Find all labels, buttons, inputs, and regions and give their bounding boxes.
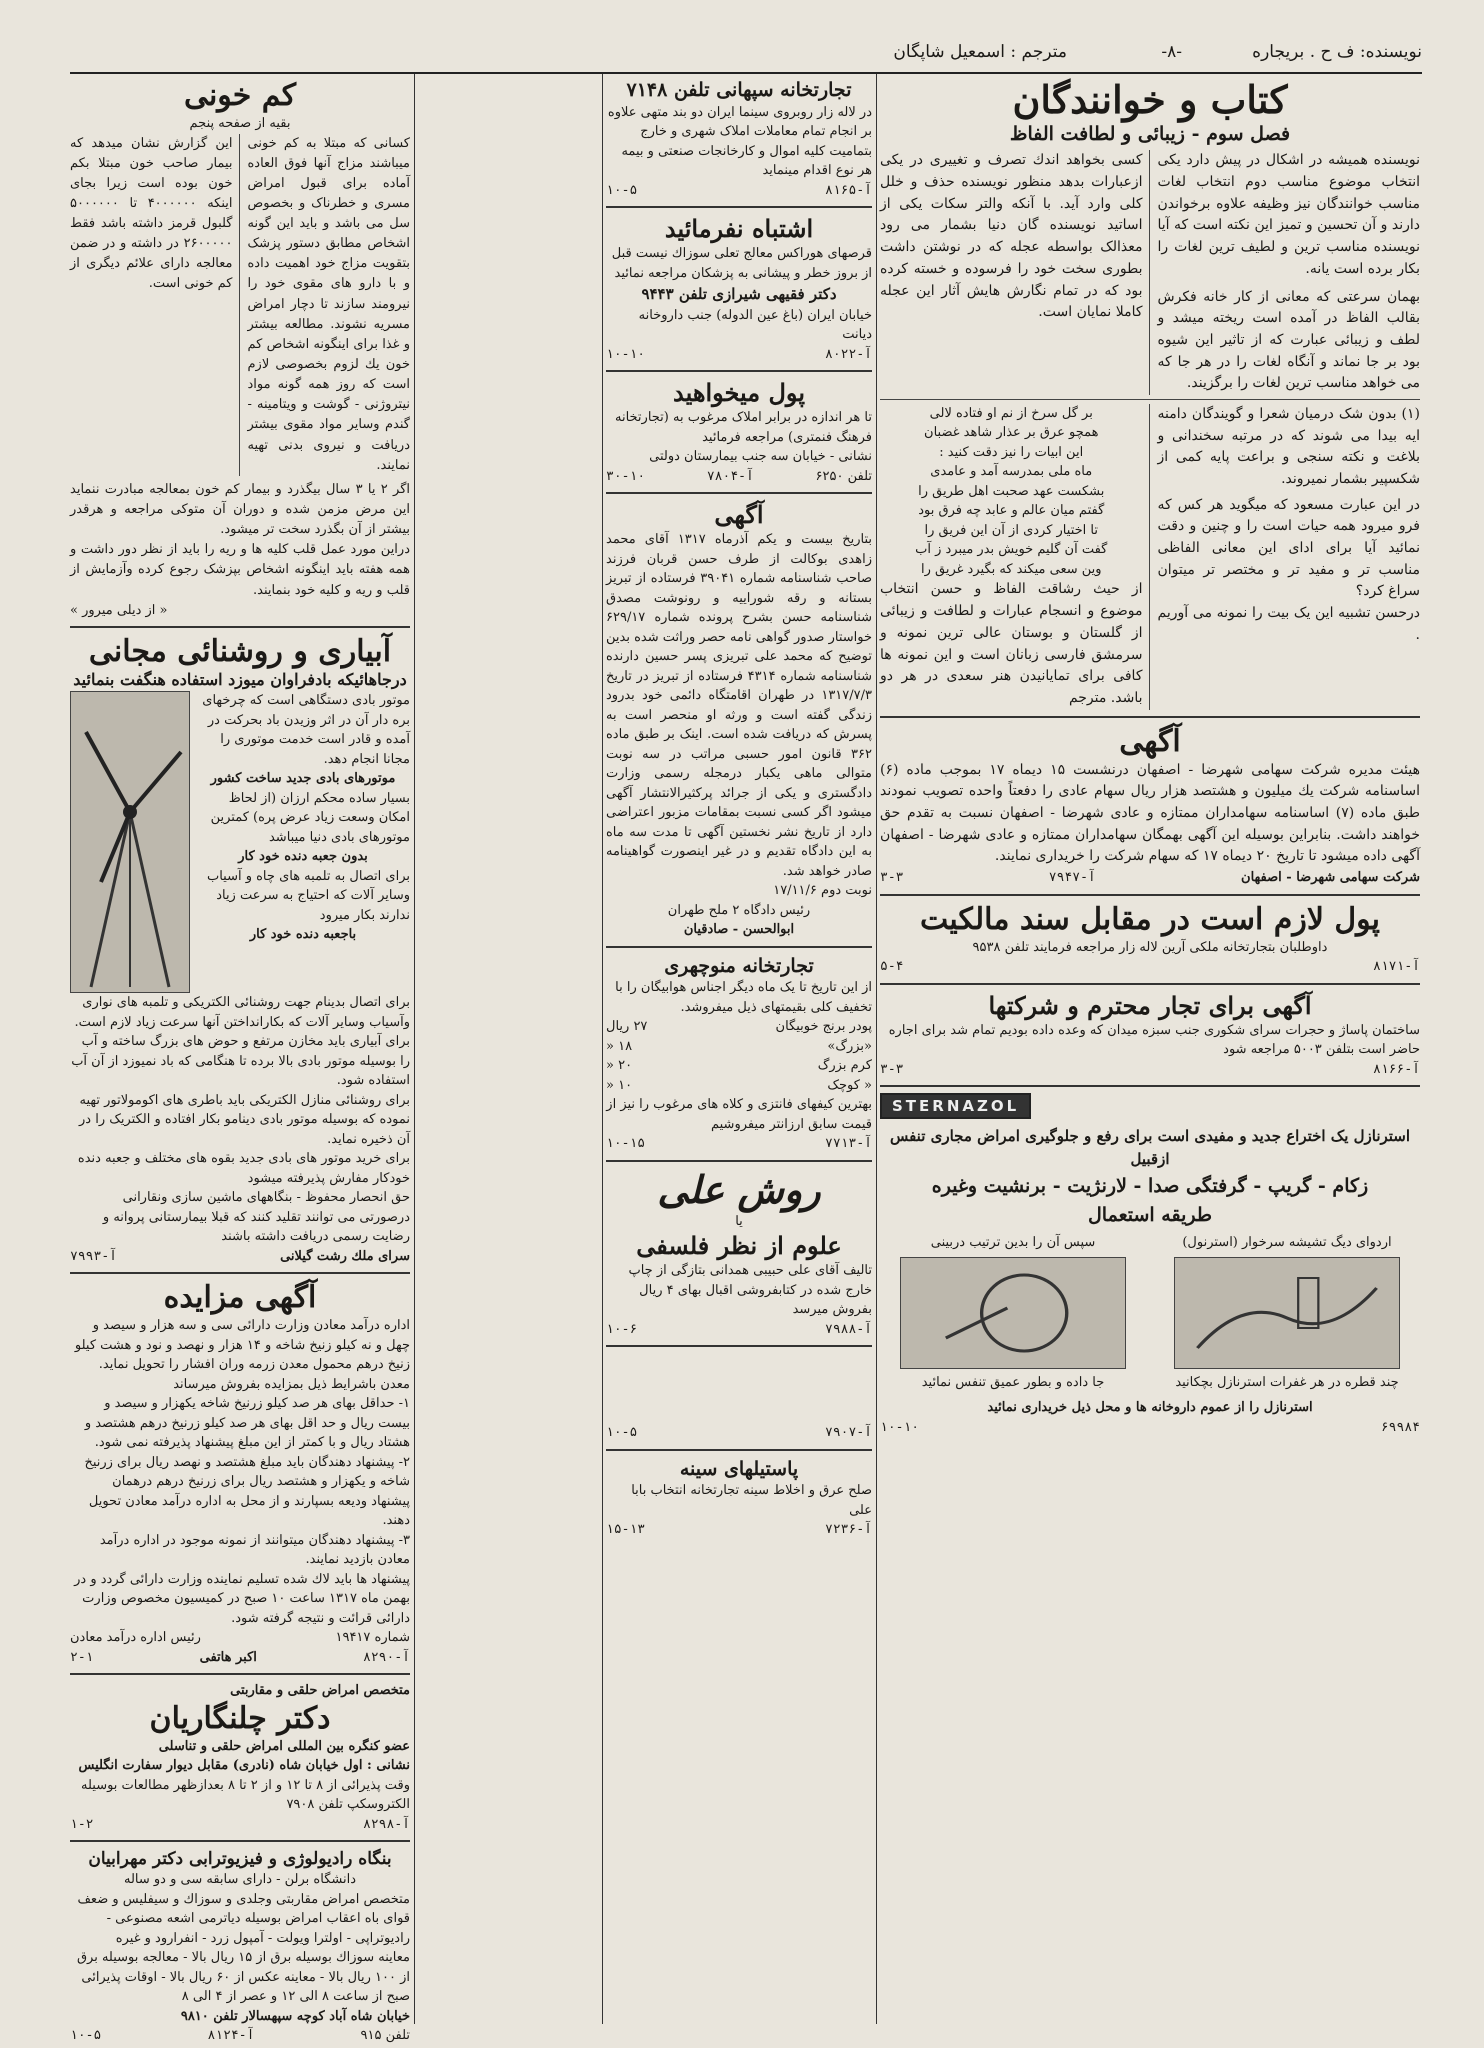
ad-text: استرنازل یک اختراع جدید و مفیدی است برای رفع و جلوگیری امراض مجاری تنفس ازقبیل xyxy=(889,1127,1411,1168)
ad-fees: معاینه سوزاك بوسیله برق از ۱۵ ریال بالا - معالجه بوسیله برق از ۱۰۰ ریال بالا - معاینه عکس از ۶۰ ریال بالا - اوقات پذیرائی صبح از ساعت ۸ الی ۱۲ و عصر از ۴ الی ۸ xyxy=(76,1950,410,2005)
ad-count: ۱۰-۶ xyxy=(606,1321,638,1337)
ad-pastilles xyxy=(606,1457,872,1540)
ad-code: آ-۷۷۱۳ xyxy=(825,1136,872,1152)
book-ad-or: یا xyxy=(735,1213,743,1229)
poem-line: گفت آن گلیم خویش بدر میبرد ز آب xyxy=(915,542,1108,558)
ad-title: آبیاری و روشنائی مجانی xyxy=(88,634,392,670)
ad-text: ساختمان پاساژ و حجرات سرای شکوری جنب سبزه میدان که وعده داده بودیم تمام شد برای اجاره حاضر است بتلفن ۵۰۰۳ مراجعه شود xyxy=(888,1022,1420,1057)
ad-address: نشانی - خیابان سه جنب بیمارستان دولتی xyxy=(649,449,872,465)
price-item: « کوچک xyxy=(827,1077,872,1093)
ad-signature: اکبر هاتفی xyxy=(199,1649,257,1665)
ad-title: پول میخواهید xyxy=(672,378,806,408)
article-paragraph: درحسن تشبیه این یک بیت را نمونه می آوریم . xyxy=(1157,605,1420,643)
ad-note: بهترین کیفهای فانتزی و کلاه های مرغوب را نیز از قیمت سابق ارزانتر میفروشیم xyxy=(606,1097,872,1132)
price-value: ۱۸ « xyxy=(606,1038,633,1054)
ad-money xyxy=(606,378,872,486)
ad-text: متخصص امراض مقاربتی وجلدی و سوزاك و سیفلیس و ضعف قوای باه اعقاب امراض بوسیله دیاترمی اشعه مصنوعی - رادیوتراپی - اولترا ویولت - آمپول زرد - انفرارود و غیره xyxy=(77,1891,410,1946)
ad-manouchehri xyxy=(606,954,872,1154)
ad-text: در لاله زار روبروی سینما ایران دو بند متهی علاوه بر انجام تمام معاملات املاک شهری و خارج بتمامیت کلیه اموال و کارخانجات صنعتی و بیمه هر نوع اقدام مینماید xyxy=(607,104,872,179)
ad-hours: وقت پذیرائی از ۸ تا ۱۲ و از ۲ تا ۸ بعدازظهر مطالعات بوسیله الکتروسکپ تلفن ۷۹۰۸ xyxy=(81,1777,410,1813)
ad-auction xyxy=(70,1280,410,1667)
ad-address: خیابان ایران (باغ عین الدوله) جنب داروخانه دیانت xyxy=(638,307,872,343)
article-paragraph: این گزارش نشان میدهد که بیمار صاحب خون مبتلا بکم خون بوده است زیرا بجای اینکه ۴۰۰۰۰۰۰ تا ۵۰۰۰۰۰۰ گلبول قرمز داشته باشد فقط ۲۶۰۰۰۰۰ در داشته و در ضمن معالجه دارای علائم دیگری از کم خونی است. xyxy=(70,135,233,292)
ad-book xyxy=(606,1168,872,1339)
ad-title: تجارتخانه سپهانی تلفن ۷۱۴۸ xyxy=(626,79,852,101)
ad-title: پول لازم است در مقابل سند مالکیت xyxy=(919,901,1381,937)
ad-code: آ-۷۲۳۶ xyxy=(825,1522,872,1538)
ad-title: اشتباه نفرمائید xyxy=(664,214,814,244)
poem-line: ماه ملی بمدرسه آمد و عامدی xyxy=(930,464,1093,480)
ad-count: ۵-۴ xyxy=(880,959,904,974)
ad-text: برای اتصال به تلمبه های چاه و آسیاب وسایر آلات که احتیاج به سرعت زیاد ندارند بکار میرود xyxy=(206,868,410,923)
ad-subtitle: درجاهائیکه بادفراوان میوزد استفاده هنگفت بنمائید xyxy=(73,670,407,690)
ad-title: آگهی xyxy=(1119,723,1181,759)
ad-title: آگهی xyxy=(714,500,764,530)
article-paragraph: کسی بخواهد اندك تصرف و تغییری در یکی ازعبارات بدهد منظور نویسنده حذف و خلل کلی وارد آید. با آنکه والتر سکات یکی از اساتید نویسنده گان دنیا بشمار می رود معذالک بواسطه عجله که در نوشتن داشت بطوری سخت خود را فرسوده و خسته کرده بود که در تمام نگارش هایش آثار این عجله کاملا نمایان است. xyxy=(880,152,1143,321)
newspaper-page xyxy=(70,42,1422,2044)
auction-term: ۲- پیشنهاد دهندگان باید مبلغ هشتصد و نهصد ریال برای زرنیخ شاخه و یکهزار و هشتصد ریال برای زرنیخ درهم درهمان پیشنهاد ودیعه بسپارند و از محل به اداره درآمد معادن تحویل دهند. xyxy=(84,1454,410,1529)
ad-code: آ-۷۹۹۳ xyxy=(70,1248,117,1264)
ad-text: موتور بادی دستگاهی است که چرخهای بره دار آن در اثر وزیدن باد بحرکت در آمده و قادر است خدمت موتوری را مجانا انجام دهد. xyxy=(202,693,410,767)
header-page-number: -۸- xyxy=(1161,42,1182,62)
ad-signature-role: رئیس اداره درآمد معادن xyxy=(70,1630,201,1646)
ad-count: ۱۰-۱۰ xyxy=(880,1419,920,1435)
ad-code: آ-۸۱۶۶ xyxy=(1373,1061,1420,1077)
ad-count: ۱-۲ xyxy=(70,1816,94,1832)
price-value: ۲۰ « xyxy=(606,1058,633,1074)
ad-number: شماره ۱۹۴۱۷ xyxy=(335,1630,410,1646)
doctor-specialty: متخصص امراض حلقی و مقاربتی xyxy=(230,1683,410,1699)
nose-inhale-illustration-icon xyxy=(901,1258,1125,1368)
usage-illustration xyxy=(1174,1257,1400,1369)
ad-sternazol xyxy=(880,1093,1420,1437)
ad-code: آ-۸۲۹۰ xyxy=(363,1649,410,1665)
ad-address: خیابان شاه آباد کوچه سپهسالار تلفن ۹۸۱۰ xyxy=(180,2008,410,2024)
doctor-name: دکتر چلنگاریان xyxy=(149,1700,331,1736)
ad-text: اداره درآمد معادن وزارت دارائی سی و سه هزار و سیصد و چهل و نه کیلو زنیخ شاخه و ۱۴ هزار و نهصد و نود و هشت کیلو زنیخ درهم محمول معدن زرمه وران افشار را تحویل نماید. معدن باشرایط ذیل بمزایده بفروش میرساند xyxy=(74,1318,410,1392)
article-title: کم خونی xyxy=(183,78,297,113)
ad-signature: شرکت سهامی شهرضا - اصفهان xyxy=(1241,870,1420,885)
ad-merchants xyxy=(880,991,1420,1080)
poem-line: بر گل سرخ از نم او فتاده لالی xyxy=(929,405,1093,421)
ad-radiology xyxy=(70,1848,410,2046)
ad-text: تا هر اندازه در برابر املاک مرغوب به (تجارتخانه فرهنگ فنمتری) مراجعه فرمائید xyxy=(614,410,872,445)
left-column xyxy=(70,78,411,2044)
ad-code: آ-۸۱۶۵ xyxy=(825,182,872,198)
article-paragraph: کسانی که مبتلا به کم خونی میباشند مزاج آنها فوق العاده آماده برای قبول امراض مسری و خطرناک و بخصوص سل می باشد و باید این گونه اشخاص مطابق دستور پزشک بتقویت مزاج خود اهمیت داده و با دارو های مقوی خود را نیرومند سازند تا دچار امراض مسریه نشوند. مطالعه بیشتر و غذا برای اینگونه اشخاص کم خون یك لزوم بخصوصی لازم است که روز همه گونه مواد نیتروژنی - گوشت و ویتامینه - گندم وسایر مواد مقوی بیشتر دریافت و نیروی بدنی تهیه نمایند. xyxy=(247,135,410,473)
column-divider xyxy=(602,74,603,2024)
ad-wind-motor xyxy=(70,634,410,1266)
poem-line: بشکست عهد صحبت اهل طریق را xyxy=(918,483,1105,499)
ad-text: برای خرید موتور های بادی جدید بقوه های مختلف و جعبه دنده خودکار مفارش پذیرفته میشود xyxy=(77,1151,410,1186)
book-ad-subtitle: علوم از نظر فلسفی xyxy=(636,1231,842,1261)
ad-code: آ-۸۲۹۸ xyxy=(363,1816,410,1832)
ad-heading: موتورهای بادی جدید ساخت کشور xyxy=(210,771,396,787)
brand-logo: STERNAZOL xyxy=(880,1093,1031,1119)
windmill-icon xyxy=(71,692,189,992)
ad-sepahani xyxy=(606,78,872,200)
chapter-title: فصل سوم - زیبائی و لطافت الفاظ xyxy=(1009,122,1291,145)
windmill-photo xyxy=(70,691,190,993)
article-columns xyxy=(880,404,1420,710)
ad-title: تجارتخانه منوچهری xyxy=(664,954,814,977)
ad-code: آ-۷۹۴۷ xyxy=(1048,870,1096,885)
ad-code: آ-۷۸۰۴ xyxy=(706,468,754,484)
poem-line: تا اختیار کردی از آن این فریق را xyxy=(924,522,1098,538)
article-paragraph: دراین مورد عمل قلب کلیه ها و ریه را باید از نظر دور داشت و همه هفته باید اینگونه اشخاص بپزشک رجوع کرده وآزمایش از قلب و ریه و کلیه خود بنمایند. xyxy=(70,542,410,598)
ad-signature: ابوالحسن - صادقیان xyxy=(683,922,795,938)
ad-diseases: زکام - گریپ - گرفتگی صدا - لارنژیت - برنشیت وغیره xyxy=(931,1175,1369,1197)
poem-line: گفتم میان عالم و عابد چه فرق بود xyxy=(918,503,1105,519)
ad-heading: باجعبه دنده خود کار xyxy=(249,927,357,943)
ad-code: آ-۸۱۷۱ xyxy=(1373,959,1420,974)
ad-heading: بدون جعبه دنده خود کار xyxy=(238,849,368,865)
ad-code: ۶۹۹۸۴ xyxy=(1380,1419,1420,1435)
header-author: نویسنده: ف ح . بریجاره xyxy=(1252,42,1422,62)
ad-text: هیئت مدیره شرکت سهامی شهرضا - اصفهان درنشست ۱۵ دیماه ۱۷ بموجب ماده (۶) اساسنامه شرکت یك میلیون و هشتصد هزار ریال سهام عادی را دفعتاً واحده تصویب نمودند طبق ماده (۷) اساسنامه سهامداران ممتازه و عادی شهرضا - اصفهان نسبت به تقدم حق خواهند داشت. بنابراین بوسیله این آگهی بهمگان سهامداران ممتازه و عادی شهرضا - اصفهان آگهی داده میشود تا تاریخ ۲۰ دیماه ۱۷ که سهام شرکت را خریداری نمایند. xyxy=(880,761,1420,865)
ad-title: بنگاه رادیولوژی و فیزیوترابی دکتر مهرابیان xyxy=(88,1849,392,1870)
ad-phone: تلفن ۹۱۵ xyxy=(360,2028,410,2044)
price-row xyxy=(606,1037,872,1057)
article-paragraph: از حیث رشاقت الفاظ و حسن انتخاب موضوع و انسجام عبارات و لطافت و زیبائی از گلستان و بوستان عالی ترین نمونه و سرمشق فارسی زبانان است و این نمونه ها کافی برای تمایانیدن هنر سعدی در هر دو باشد. مترجم xyxy=(880,581,1143,706)
ad-money-deed xyxy=(880,902,1420,977)
article-source: « از دیلی میرور » xyxy=(70,602,168,618)
ad-date: نوبت دوم ۱۷/۱۱/۶ xyxy=(773,883,872,899)
book-ad-title: روش علی xyxy=(657,1166,821,1212)
price-row xyxy=(606,1017,872,1037)
ad-text: بسیار ساده محکم ارزان (از لحاظ امکان وسعت زیاد عرض پره) کمترین موتورهای بادی دنیا میباشد xyxy=(210,790,410,845)
auction-term: ۳- پیشنهاد دهندگان میتوانند از نمونه موجود در اداره درآمد معادن بازدید نمایند. xyxy=(99,1532,410,1568)
ad-count: ۱۵-۱۳ xyxy=(606,1522,646,1538)
dropper-illustration-icon xyxy=(1175,1258,1399,1368)
price-item: «بزرگ» xyxy=(827,1038,872,1054)
ad-usage-title: طریقه استعمال xyxy=(1088,1203,1212,1226)
poem-line: وین سعی میکند که بگیرد غریق را xyxy=(920,561,1102,577)
ad-footer: استرنازل را از عموم داروخانه ها و محل ذیل خریداری نمائید xyxy=(987,1400,1313,1416)
ad-count: ۱۰-۵ xyxy=(606,182,638,198)
ad-count: ۳-۳ xyxy=(880,1061,904,1077)
right-column xyxy=(880,78,1420,2024)
poem-line: همچو عرق بر عذار شاهد غضبان xyxy=(924,425,1099,441)
ad-text: قرصهای هوراکس معالج تعلی سوزاك نیست قبل از بروز خطر و پیشانی به پزشکان مراجعه نمائید xyxy=(611,246,872,281)
ad-count: ۱۰-۱۵ xyxy=(606,1136,646,1152)
ad-count: ۱۰-۵ xyxy=(70,2028,102,2044)
ad-count: ۱۰-۱۰ xyxy=(606,346,646,362)
ad-text: برای روشنائی منازل الکتریکی باید باطری های اکومولاتور تهیه نموده که بوسیله موتور بادی دینامو بکار افتاده و الکتریک را در آن ذخیره نماید. xyxy=(79,1092,410,1147)
ad-code: آ-۷۹۰۷ xyxy=(825,1425,872,1441)
ad-title: آگهی برای تجار محترم و شرکتها xyxy=(988,990,1312,1020)
ad-chelengarian xyxy=(70,1681,410,1834)
continued-note: بقیه از صفحه پنجم xyxy=(189,116,291,131)
article-paragraph: اگر ۲ یا ۳ سال بیگذرد و بیمار کم خون بمعالجه مبادرت ننماید این مرض مزمن شده و دوران آن متوکی مراجعه و هرقدر بیشتر از آن بگذرد سخت تر میشود. xyxy=(70,481,411,538)
poem-line: این ابیات را نیز دقت کنید : xyxy=(939,444,1084,460)
column-divider xyxy=(414,74,415,2024)
ad-shahreza xyxy=(880,724,1420,888)
price-row xyxy=(606,1076,872,1096)
ad-code: آ-۷۹۸۸ xyxy=(825,1321,872,1337)
usage-caption: سپس آن را بدین ترتیب دربینی xyxy=(930,1235,1096,1251)
ad-count: ۳-۳ xyxy=(880,870,904,885)
usage-illustration xyxy=(900,1257,1126,1369)
usage-caption: اردوای دیگ تشیشه سرخوار (استرنول) xyxy=(1182,1235,1392,1251)
ad-count: ۳۰-۱۰ xyxy=(606,468,646,484)
usage-caption: جا داده و بطور عمیق تنفس نمائید xyxy=(921,1374,1105,1390)
usage-caption: چند قطره در هر غفرات استرنازل بچکانید xyxy=(1175,1374,1399,1390)
ad-signature: سرای ملك رشت گیلانی xyxy=(280,1248,410,1264)
doctor-name: دکتر فقیهی شیرازی تلفن ۹۴۴۳ xyxy=(641,285,837,304)
price-value: ۲۷ ریال xyxy=(606,1019,648,1035)
ad-code: آ-۸۱۲۴ xyxy=(207,2028,255,2044)
ad-count: ۱۰-۵ xyxy=(606,1425,638,1441)
price-value: ۱۰ « xyxy=(606,1077,633,1093)
article-columns xyxy=(880,150,1420,395)
ad-text: حق انحصار محفوظ - بنگاههای ماشین سازی ونقارانی درصورتی می توانند تقلید کنند که قبلا بیمارستانی پروانه و رضایت رسمی دریافت داشته باشند xyxy=(102,1190,410,1245)
doctor-membership: عضو کنگره بین المللی امراض حلقی و تناسلی xyxy=(158,1738,410,1754)
header-translator: مترجم : اسمعیل شاپگان xyxy=(893,42,1067,62)
ad-address: نشانی : اول خیابان شاه (نادری) مقابل دیوار سفارت انگلیس xyxy=(78,1758,410,1774)
middle-column xyxy=(606,78,872,2024)
ad-subtitle: دانشگاه برلن - دارای سابقه سی و دو ساله xyxy=(123,1872,356,1888)
book-title: کتاب و خوانندگان xyxy=(1012,77,1288,122)
ad-text: از این تاریخ تا یک ماه دیگر اجناس هوابیگان را با تخفیف کلی بقیمتهای ذیل میفروشد. xyxy=(615,980,872,1015)
ad-signature: رئیس دادگاه ۲ ملح طهران xyxy=(667,902,811,918)
column-divider xyxy=(876,74,877,2024)
blank-ad-space xyxy=(606,1353,872,1423)
ad-phone: تلفن ۶۲۵۰ xyxy=(815,468,872,484)
article-paragraph: بهمان سرعتی که معانی از کار خانه فکرش بقالب الفاظ در آمده است ریخته میشد و لطف و زیبائی عبارت که از تاثیر این شیوه بود بر جا نماند و آنگاه لغات را در هر جا که می خواهد مناسب ترین لغات را برگزیند. xyxy=(1157,288,1420,392)
ad-inheritance xyxy=(606,500,872,940)
ad-text: داوطلبان بتجارتخانه ملکی آرین لاله زار مراجعه فرمایند تلفن ۹۵۳۸ xyxy=(972,939,1328,955)
ad-text: برای آبیاری باید مخازن مرتفع و حوض های بزرگ ساخته و آب را بوسیله موتور بادی بالا برده تا هنگامی که باد نمیوزد از آن آب استفاده شود. xyxy=(71,1034,410,1089)
ad-text: بتاریخ بیست و یکم آذرماه ۱۳۱۷ آقای محمد زاهدی بوکالت از طرف حسن قربان فرزند صاحب شناسنامه شماره ۳۹۰۴۱ فرستاده از تبریز بستانه و رقه شوراییه و رونوشت مصدق شناسنامه حسن بشرح پرونده شماره ۶۲۹/۱۷ خواستار صدور گواهی نامه حصر وراثت شده بدین توضیح که محمد علی تبریزی پسر حسین دارنده شناسنامه شماره ۴۳۱۴ فرستاده از تبریز در تاریخ ۱۳۱۷/۷/۳ در طهران اقامتگاه دائمی خود بدرود زندگی گفته است و ورثه او منحصر است به پسرش که دریافت شده است. اینک بر طبق ماده ۳۶۲ قانون امور حسبی مراتب در سه نوبت متوالی ماهی یکبار درمجله رسمی وزارت دادگستری و یکی از جرائد پرکثیرالانتشار آگهی میشود اگر کسی نسبت بمقامات مزبور اعتراضی دارد از تاریخ نشر نخستین آگهی تا مدت سه ماه به این دادگاه تقدیم و در غیر اینصورت گواهینامه صادر خواهد شد. xyxy=(606,532,873,879)
ad-title: آگهی مزایده xyxy=(163,1280,317,1316)
poem-intro: (۱) بدون شک درمیان شعرا و گویندگان دامنه ایه بیدا می شوند که در مرتبه سخندانی و بلاغت و نکته سنجی و براعت پایه کمی از شکسپیر بشمار نمیروند. xyxy=(1157,405,1420,487)
article-paragraph: در این عبارت مسعود که میگوید هر کس که فرو میرود همه حیات است را و چنین و دقت نمائید آیا برای ادای این معانی الفاظی مناسب تر و مفید تر و مختصر تر میتوان سراغ کرد؟ xyxy=(1157,496,1420,600)
article-paragraph: نویسنده همیشه در اشکال در پیش دارد یکی انتخاب موضوع مناسب دوم انتخاب لغات مناسب خوانندگان نیز وظیفه علاوه برخواندن دارند و آن تحسین و تمیز این نکته است که آیا نویسنده مناسب ترین و لطیف ترین لغات را بکار برده است یانه. xyxy=(1157,152,1420,277)
ad-text: برای اتصال بدینام جهت روشنائی الکتریکی و تلمبه های نواری وآسیاب وسایر آلات که بکارانداختن آنها سرعت زیاد لازم است. xyxy=(74,995,410,1030)
page-header xyxy=(70,36,1422,68)
ad-count: ۲-۱ xyxy=(70,1649,94,1665)
price-item: پودر برنج خوبیگان xyxy=(775,1019,872,1035)
price-item: کرم بزرگ xyxy=(817,1058,872,1074)
ad-text: صلح عرق و اخلاط سینه تجارتخانه انتخاب بابا علی xyxy=(631,1483,872,1518)
ad-code: آ-۸۰۲۲ xyxy=(825,346,872,362)
ad-text: تالیف آقای علی حبیبی همدانی بتازگی از چاپ خارج شده در کتابفروشی اقبال بهای ۴ ریال بفروش میرسد xyxy=(628,1263,872,1318)
price-row xyxy=(606,1056,872,1076)
ad-faghihi xyxy=(606,214,872,364)
auction-term: پیشنهاد ها باید لاك شده تسلیم نماینده وزارت دارائی گردد و در بهمن ماه ۱۳۱۷ ساعت ۱۰ صبح در کمیسیون مخصوص وزارت دارائی قرائت و نتیجه گرفته شود. xyxy=(74,1571,410,1626)
auction-term: ۱- حداقل بهای هر صد کیلو زرنیخ شاخه یکهزار و سیصد و بیست ریال و حد اقل بهای هر صد کیلو زرنیخ درهم هشتصد و هشتاد ریال و با کمتر از این مبلغ پیشنهاد پذیرفته نمی شود. xyxy=(84,1396,410,1451)
ad-title: پاستیلهای سینه xyxy=(679,1457,799,1480)
